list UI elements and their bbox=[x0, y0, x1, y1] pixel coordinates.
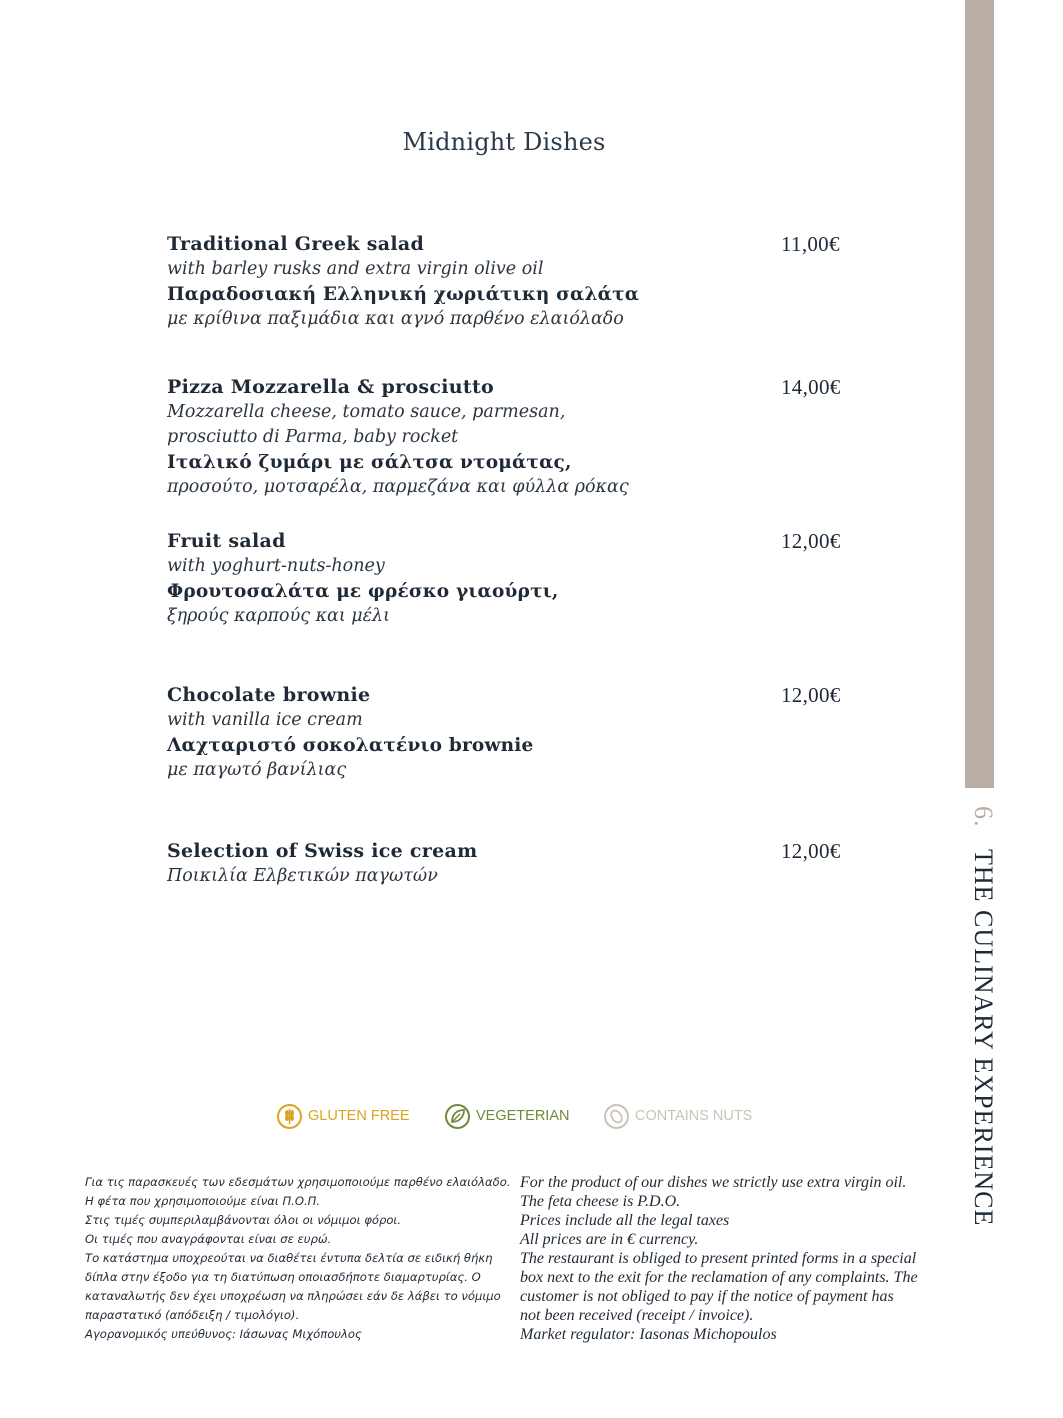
dish-description: Mozzarella cheese, tomato sauce, parmesan, bbox=[167, 402, 566, 422]
dish-greek-name: Λαχταριστό σοκολατένιο brownie bbox=[167, 735, 534, 756]
dish-price: 12,00€ bbox=[781, 839, 841, 863]
dish-name: Pizza Mozzarella & prosciutto bbox=[167, 376, 495, 398]
menu-item bbox=[167, 375, 857, 500]
footer-note: Η φέτα που χρησιμοποιούμε είναι Π.Ο.Π. bbox=[85, 1194, 321, 1208]
footer-note: Αγορανομικός υπεύθυνος: Ιάσωνας Μιχόπουλος bbox=[85, 1327, 362, 1341]
dish-greek-description: ξηρούς καρπούς και μέλι bbox=[167, 606, 391, 626]
footer-note: Το κατάστημα υποχρεούται να διαθέτει έντυπα δελτία σε ειδική θήκη bbox=[85, 1251, 493, 1265]
footer-note: δίπλα στην έξοδο για τη διατύπωση οποιασδήποτε διαμαρτυρίας. Ο bbox=[85, 1270, 481, 1284]
footer-note: For the product of our dishes we strictly use extra virgin oil. bbox=[520, 1174, 907, 1191]
dietary-legend bbox=[0, 1102, 1063, 1132]
footer-note: The restaurant is obliged to present printed forms in a special bbox=[520, 1250, 917, 1267]
footer-notes-english bbox=[520, 1173, 918, 1344]
legend-label: GLUTEN FREE bbox=[308, 1108, 410, 1124]
footer-note: Οι τιμές που αναγράφονται είναι σε ευρώ. bbox=[85, 1232, 332, 1246]
menu-item bbox=[167, 529, 857, 629]
menu-item bbox=[167, 839, 857, 889]
dish-name: Fruit salad bbox=[167, 530, 286, 552]
footer-note: Στις τιμές συμπεριλαμβάνονται όλοι οι νόμιμοι φόροι. bbox=[85, 1213, 402, 1227]
dish-greek-description: Ποικιλία Ελβετικών παγωτών bbox=[167, 866, 438, 886]
nut-icon bbox=[603, 1103, 630, 1130]
dish-greek-description: με παγωτό βανίλιας bbox=[167, 760, 347, 780]
dish-greek-name: Παραδοσιακή Ελληνική χωριάτικη σαλάτα bbox=[167, 284, 640, 305]
footer-note: Για τις παρασκευές των εδεσμάτων χρησιμοποιούμε παρθένο ελαιόλαδο. bbox=[85, 1175, 511, 1189]
legend-gluten-free bbox=[276, 1102, 410, 1130]
dish-description: with vanilla ice cream bbox=[167, 710, 363, 730]
footer-note: καταναλωτής δεν έχει υποχρέωση να πληρώσει εάν δε λάβει το νόμιμο bbox=[85, 1289, 501, 1303]
legend-vegetarian bbox=[444, 1102, 569, 1130]
dish-greek-description: με κρίθινα παξιμάδια και αγνό παρθένο ελαιόλαδο bbox=[167, 309, 624, 329]
section-side-bar bbox=[965, 0, 994, 788]
legend-label: CONTAINS NUTS bbox=[635, 1108, 753, 1124]
legend-contains-nuts bbox=[603, 1102, 752, 1130]
section-label: THE CULINARY EXPERIENCE bbox=[969, 849, 998, 1227]
footer-note: not been received (receipt / invoice). bbox=[520, 1307, 754, 1324]
dish-name: Chocolate brownie bbox=[167, 684, 371, 706]
dish-description: with yoghurt-nuts-honey bbox=[167, 556, 385, 576]
dish-description: with barley rusks and extra virgin olive oil bbox=[167, 259, 544, 279]
wheat-icon bbox=[276, 1103, 303, 1130]
dish-price: 12,00€ bbox=[781, 683, 841, 707]
leaf-icon bbox=[444, 1103, 471, 1130]
menu-item bbox=[167, 232, 857, 332]
footer-note: box next to the exit for the reclamation of any complaints. The bbox=[520, 1269, 918, 1286]
dish-price: 14,00€ bbox=[781, 375, 841, 399]
dish-greek-name: Ιταλικό ζυμάρι με σάλτσα ντομάτας, bbox=[167, 452, 572, 473]
footer-note: The feta cheese is P.D.O. bbox=[520, 1193, 681, 1210]
dish-price: 12,00€ bbox=[781, 529, 841, 553]
dish-price: 11,00€ bbox=[781, 232, 840, 256]
dish-description: prosciutto di Parma, baby rocket bbox=[167, 427, 459, 447]
page-title: Midnight Dishes bbox=[402, 128, 606, 156]
dish-greek-name: Φρουτοσαλάτα με φρέσκο γιαούρτι, bbox=[167, 581, 559, 602]
footer-notes-greek bbox=[85, 1173, 511, 1344]
dish-greek-description: προσούτο, μοτσαρέλα, παρμεζάνα και φύλλα ρόκας bbox=[167, 477, 629, 497]
footer-note: Prices include all the legal taxes bbox=[520, 1212, 730, 1229]
dish-name: Selection of Swiss ice cream bbox=[167, 840, 478, 862]
menu-item bbox=[167, 683, 857, 783]
dish-name: Traditional Greek salad bbox=[167, 233, 425, 255]
footer-note: Market regulator: Iasonas Michopoulos bbox=[520, 1326, 777, 1343]
footer-note: παραστατικό (απόδειξη / τιμολόγιο). bbox=[85, 1308, 300, 1322]
legend-label: VEGETERIAN bbox=[476, 1108, 570, 1124]
section-number: 6. bbox=[969, 806, 998, 828]
footer-note: All prices are in € currency. bbox=[520, 1231, 699, 1248]
footer-note: customer is not obliged to pay if the notice of payment has bbox=[520, 1288, 894, 1305]
